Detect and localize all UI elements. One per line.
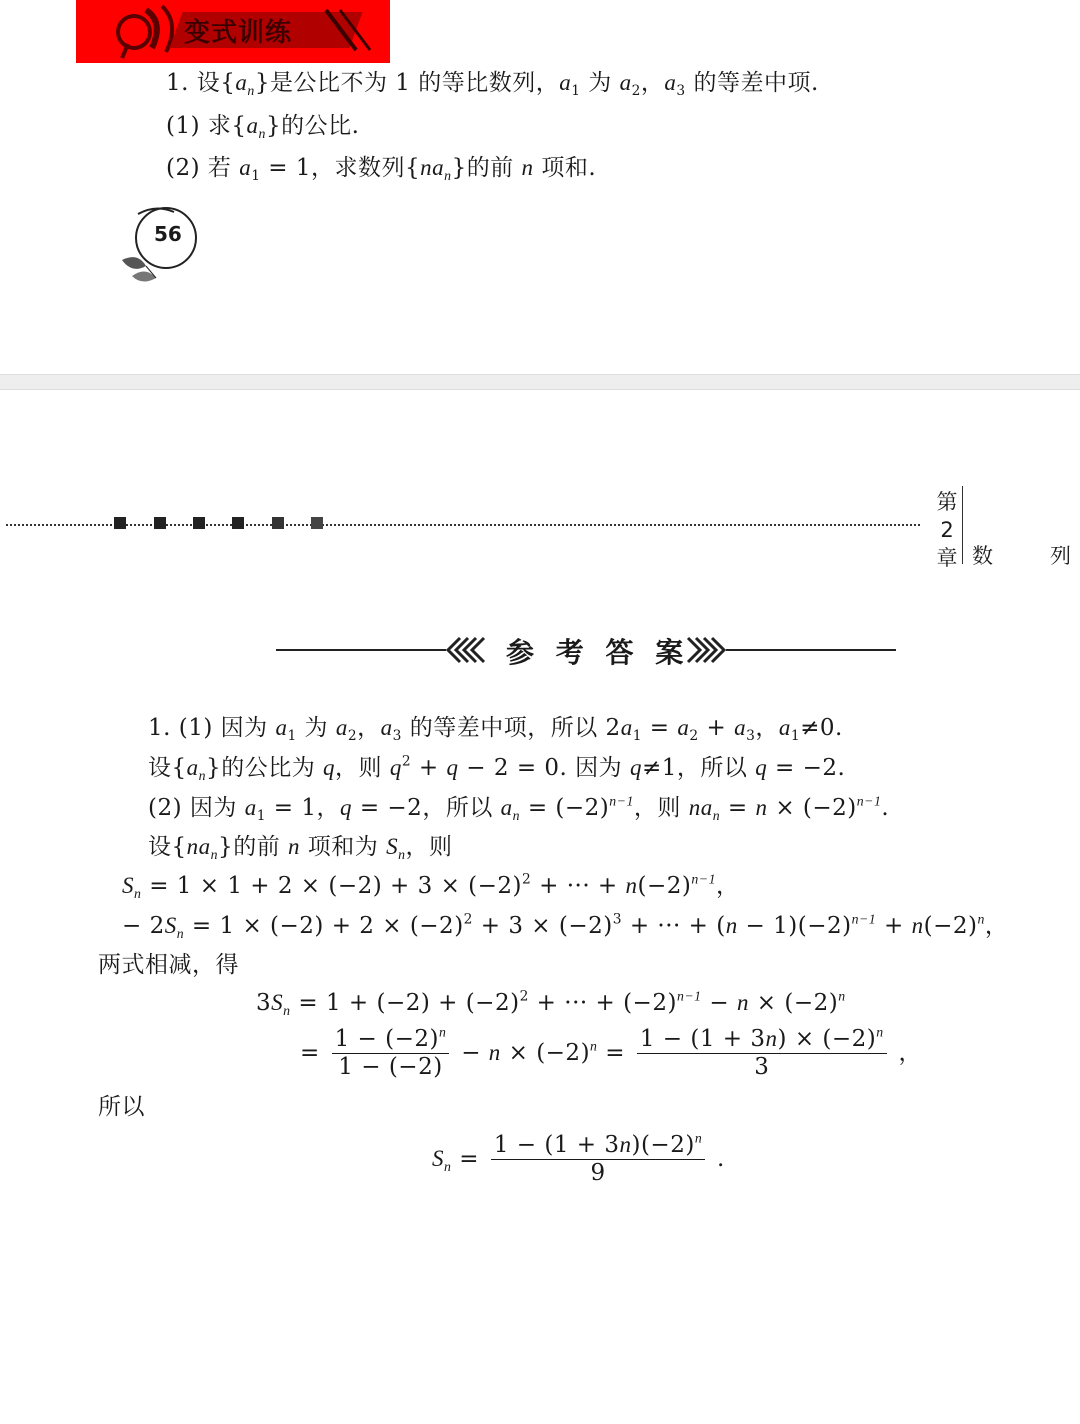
equation-minus-2sn: − $2S_n = 1 \times (-2) + 2 \times (-2)^2 + 3 \times (-2)^3$ + ··· + $(n - 1)(-2)^{n-1} + n(-2)^n$， [122, 911, 1009, 941]
answer-title: 参 考 答 案 [506, 636, 690, 669]
answer-line-2: 设$\{a_n\}$的公比为 q，则 $q^2 + q - 2 = 0$. 因为 q≠1，所以 q = −2. [148, 753, 846, 783]
fraction-final: $\frac{1 - (1 + 3n)(-2)^n}{9}$ [491, 1132, 705, 1186]
banner-arrow-icon [316, 6, 386, 56]
equation-3sn: $3S_n = 1 + (-2) + (-2)^2$ + ··· + $(-2)^{n-1} - n \times (-2)^n$ [256, 988, 846, 1018]
banner-label: 变式训练 [184, 18, 293, 48]
answer-title-rule-left [276, 649, 446, 651]
so-text: 所以 [98, 1094, 145, 1120]
double-chevron-right-icon [684, 634, 728, 666]
chapter-label: 第 2 章 [936, 490, 958, 570]
answer-line-1: 1. (1) 因为 $a_1$ 为 $a_2$，$a_3$ 的等差中项，所以 $2a_1 = a_2 + a_3$，$a_1\ne 0$. [148, 715, 843, 744]
final-equation: $S_n$ = $\frac{1 - (1 + 3n)(-2)^n}{9}$ . [432, 1130, 725, 1186]
chapter-divider [962, 486, 963, 564]
equation-sn: $S_n = 1 \times 1 + 2 \times (-2) + 3 \times (-2)^2$ + ··· + $n(-2)^{n-1}$， [122, 871, 740, 901]
chapter-rule [6, 524, 920, 526]
page-number-badge [116, 200, 206, 290]
double-chevron-left-icon [444, 634, 488, 666]
answer-line-4: 设$\{na_n\}$的前 n 项和为 $S_n$，则 [148, 834, 453, 862]
fraction-1: $\frac{1 - (-2)^n}{1 - (-2)}$ [332, 1026, 450, 1080]
problem-question-2: (2) 若 $a_1 = 1$，求数列$\{na_n\}$的前 n 项和. [166, 155, 597, 184]
problem-line-1: 1. 设$\{a_n\}$是公比不为 1 的等比数列，$a_1$ 为 $a_2$，$a_3$ 的等差中项. [166, 70, 819, 99]
chapter-name-2: 列 [1050, 544, 1071, 568]
answer-title-rule-right [726, 649, 896, 651]
problem-question-1: (1) 求$\{a_n\}$的公比. [166, 113, 360, 141]
answer-line-3: (2) 因为 $a_1 = 1$，q = −2，所以 $a_n = (-2)^{n-1}$，则 $na_n = n \times (-2)^{n-1}$. [148, 793, 890, 824]
page-number: 56 [154, 222, 182, 246]
exercise-banner [76, 0, 390, 63]
page-separator [0, 374, 1080, 390]
chapter-name-1: 数 [972, 544, 993, 568]
equation-geometric-sum: = $\frac{1 - (-2)^n}{1 - (-2)}$ − $n \times (-2)^n$ = $\frac{1 - (1 + 3n) \times (-2)^n}{3}$ ， [300, 1024, 922, 1080]
fraction-2: $\frac{1 - (1 + 3n) \times (-2)^n}{3}$ [637, 1026, 887, 1080]
subtract-text: 两式相减，得 [98, 952, 239, 978]
